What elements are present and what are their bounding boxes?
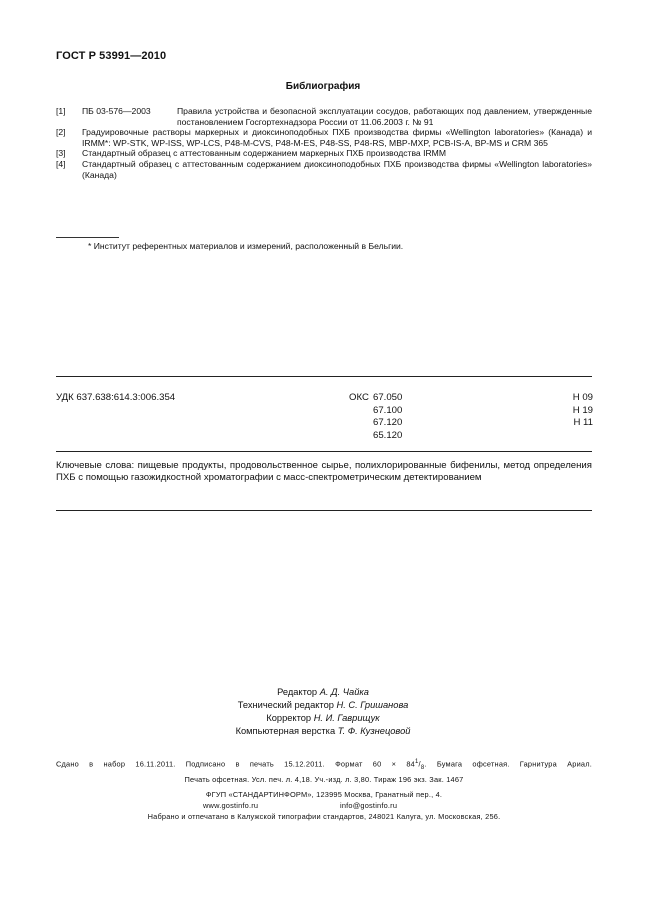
credit-person: А. Д. Чайка <box>319 687 369 697</box>
bibliography-item <box>56 106 592 127</box>
bibliography-item-text: Правила устройства и безопасной эксплуатации сосудов, работающих под давлением, утвержденные постановлением Госгортехнадзора России от 11.06.2003 г. № 91 <box>177 106 592 127</box>
credit-role: Редактор <box>277 687 318 697</box>
print-info-text: . Бумага офсетная. Гарнитура Ариал. <box>424 759 592 769</box>
credit-line <box>0 712 646 725</box>
bibliography-item-number: [4] <box>56 158 66 169</box>
okp-code: Н 11 <box>573 417 593 429</box>
okp-codes <box>560 392 593 430</box>
credits-block <box>0 686 646 738</box>
bibliography-item-text: Стандартный образец с аттестованным содержанием диоксиноподобных ПХБ производства фирмы «Wellington laboratories» (Канада) <box>82 158 592 180</box>
publisher-info <box>56 789 592 822</box>
credit-line <box>0 699 646 712</box>
footnote-divider <box>56 237 119 238</box>
credit-line <box>0 686 646 699</box>
credit-line <box>0 725 646 738</box>
print-info-text: Сдано в набор 16.11.2011. Подписано в печать 15.12.2011. Формат 60 × 84 <box>56 759 415 769</box>
bibliography-item-number: [3] <box>56 148 66 159</box>
publisher-contacts <box>56 800 592 811</box>
okp-code: Н 09 <box>572 392 593 403</box>
bibliography-item-number: [2] <box>56 127 66 138</box>
print-info-line: Печать офсетная. Усл. печ. л. 4,18. Уч.-изд. л. 3,80. Тираж 196 экз. Зак. 1467 <box>184 774 464 784</box>
bibliography-list <box>56 106 592 180</box>
top-rule <box>56 376 592 377</box>
credit-person: Н. С. Гришанова <box>336 700 409 710</box>
bibliography-item <box>56 127 592 148</box>
bibliography-item-code: ПБ 03-576—2003 <box>82 106 151 116</box>
okp-code: Н 19 <box>572 404 593 416</box>
credit-person: Н. И. Гаврищук <box>313 713 380 723</box>
footnote: * Институт референтных материалов и измерений, расположенный в Бельгии. <box>88 241 404 251</box>
oks-code: 67.120 <box>373 417 403 429</box>
publisher-email[interactable]: info@gostinfo.ru <box>340 801 398 811</box>
publisher-website[interactable]: www.gostinfo.ru <box>203 801 259 811</box>
credit-role: Компьютерная верстка <box>235 726 336 736</box>
oks-code: 67.050 <box>373 392 403 403</box>
credit-role: Технический редактор <box>237 700 334 710</box>
bibliography-item-text: Стандартный образец с аттестованным содержанием маркерных ПХБ производства IRMM <box>82 148 446 159</box>
bibliography-title: Библиография <box>285 81 361 92</box>
publisher-address: ФГУП «СТАНДАРТИНФОРМ», 123995 Москва, Гранатный пер., 4. <box>205 790 443 799</box>
format-fraction-denominator: 8 <box>420 764 425 771</box>
print-info <box>56 756 592 786</box>
credit-person: Т. Ф. Кузнецовой <box>337 726 411 736</box>
oks-code: 67.100 <box>373 404 403 416</box>
standard-header: ГОСТ Р 53991—2010 <box>56 50 167 62</box>
oks-codes <box>373 392 402 442</box>
oks-code: 65.120 <box>373 429 403 441</box>
bibliography-item-number: [1] <box>56 106 66 116</box>
credit-role: Корректор <box>266 713 312 723</box>
oks-label: ОКС <box>349 392 369 403</box>
keywords: Ключевые слова: пищевые продукты, продовольственное сырье, полихлорированные бифенилы, метод определения ПХБ с помощью газожидкостной хроматографии с масс-спектрометрическим детектированием <box>56 460 592 484</box>
bibliography-item-text: Градуировочные растворы маркерных и диоксиноподобных ПХБ производства фирмы «Wellington laboratories» (Канада) и IRMM*: WP-STK, WP-ISS, WP-LCS, P48-M-CVS, P48-M-ES, P48-SS, P48-RS, MBP-MXP, PCB-IS-A, BP-MS и CRM 365 <box>82 127 592 148</box>
bibliography-item <box>56 159 592 180</box>
format-fraction-numerator: 1 <box>415 759 419 765</box>
bottom-rule <box>56 510 592 511</box>
print-info-line: Сдано в набор 16.11.2011. Подписано в печать 15.12.2011. Формат $60 \times 84^1/_8$. Бумага офсетная. Гарнитура Ариал. <box>56 759 592 771</box>
middle-rule <box>56 451 592 452</box>
bibliography-item <box>56 148 592 159</box>
printing-house: Набрано и отпечатано в Калужской типографии стандартов, 248021 Калуга, ул. Московская, 256. <box>147 812 501 822</box>
udk-code: УДК 637.638:614.3:006.354 <box>56 392 176 403</box>
